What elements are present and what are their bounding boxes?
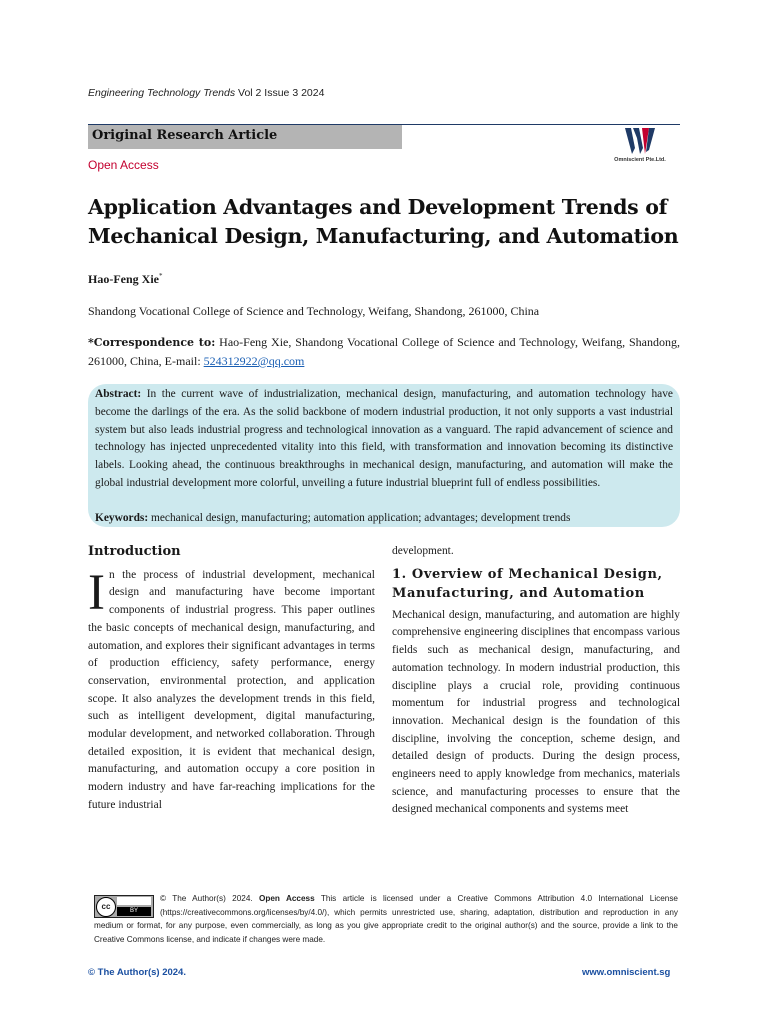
publisher-name: Omniscient Pte.Ltd. — [614, 157, 666, 163]
article-type: Original Research Article — [92, 128, 278, 143]
intro-heading: Introduction — [88, 544, 181, 559]
abstract — [95, 386, 673, 493]
open-access-label: Open Access — [88, 158, 159, 172]
article-title: Application Advantages and Development Trends of Mechanical Design, Manufacturing, and Automation — [88, 195, 679, 248]
license-copyright: © The Author(s) 2024. — [160, 894, 253, 903]
publisher-w-icon — [625, 128, 655, 154]
license-text: This article is licensed under a Creative Commons Attribution 4.0 International License (https://creativecommons.org/licenses/by/4.0/), which permits unrestricted use, sharing, adaptation, distribution and reproduction in any medium or format, for any purpose, even commercially, as long as you give appropriate credit to the original author(s) and the source, provide a link to the Creative Commons license, and indicate if changes were made. — [94, 894, 678, 944]
section1-heading: 1. Overview of Mechanical Design, Manufacturing, and Automation — [392, 566, 663, 601]
cc-badge-by: BY — [117, 907, 151, 916]
affiliation: Shandong Vocational College of Science and Technology, Weifang, Shandong, 261000, China — [88, 304, 540, 318]
right-column — [392, 543, 680, 819]
license-open-access: Open Access — [259, 894, 315, 903]
journal-citation — [88, 87, 324, 99]
left-column — [88, 543, 375, 815]
cc-badge-text: cc — [96, 897, 116, 917]
author-name — [88, 272, 163, 287]
drop-cap: I — [88, 564, 106, 621]
correspondence — [88, 333, 680, 370]
footer-copyright: © The Author(s) 2024. — [88, 967, 186, 978]
abstract-label: Abstract: — [95, 388, 142, 400]
correspondence-label: *Correspondence to: — [88, 336, 216, 349]
journal-name: Engineering Technology Trends — [88, 87, 236, 99]
intro-paragraph — [88, 564, 375, 815]
license-notice — [94, 892, 678, 946]
journal-issue: Vol 2 Issue 3 2024 — [238, 87, 325, 99]
abstract-text: In the current wave of industrialization, mechanical design, manufacturing, and automation technology have become the darlings of the era. As the solid backbone of modern industrial production, it not only supports a vast industrial system but also leads industrial progress and technological innovation as a vanguard. The rapid advancement of science and technology has injected unprecedented vitality into this field, with transformation and innovation becoming its distinctive labels. Looking ahead, the continuous breakthroughs in mechanical design, manufacturing, and automation will make the global industrial development more colorful, unveiling a future industrial blueprint full of endless possibilities. — [95, 388, 673, 489]
footer-website-link[interactable]: www.omniscient.sg — [582, 967, 671, 978]
article-type-bar — [88, 125, 402, 149]
author-text: Hao-Feng Xie — [88, 272, 159, 286]
publisher-logo — [610, 128, 670, 168]
cc-by-badge-icon[interactable] — [94, 895, 154, 918]
keywords-label: Keywords: — [95, 512, 149, 524]
keywords — [95, 512, 570, 524]
abstract-box — [88, 384, 680, 527]
keywords-text: mechanical design, manufacturing; automation application; advantages; development trends — [151, 512, 571, 524]
correspondence-text: Hao-Feng Xie, Shandong Vocational College of Science and Technology, Weifang, Shandong, 261000, China, E-mail: — [88, 335, 680, 368]
intro-continued: development. — [392, 545, 454, 557]
section1-paragraph: Mechanical design, manufacturing, and automation are highly comprehensive engineering disciplines that encompass various fields such as mechanical design, manufacturing, and automation technology. In modern industrial production, this discipline plays a crucial role, providing continuous momentum for industrial progress and technological innovation. Mechanical design is the foundation of this discipline, involving the conception, scheme design, and detailed design of products. During the design process, engineers need to apply knowledge from mechanics, materials science, and manufacturing processes to ensure that the designed mechanical components and systems meet — [392, 608, 680, 816]
intro-text: n the process of industrial development, mechanical design and manufacturing have become important components of industrial progress. This paper outlines the basic concepts of mechanical design, manufacturing, and automation, and explores their significant advantages in terms of production efficiency, safety performance, energy conservation, environmental protection, and application scope. It also analyzes the development trends in this field, such as intelligent development, digital manufacturing, modular development, and networked collaboration. Through detailed exposition, it is evident that mechanical design, manufacturing, and automation occupy a core position in modern industry and have far-reaching implications for the future industrial — [88, 568, 375, 811]
email-link[interactable]: 524312922@qq.com — [203, 354, 305, 368]
author-mark: * — [159, 272, 163, 280]
